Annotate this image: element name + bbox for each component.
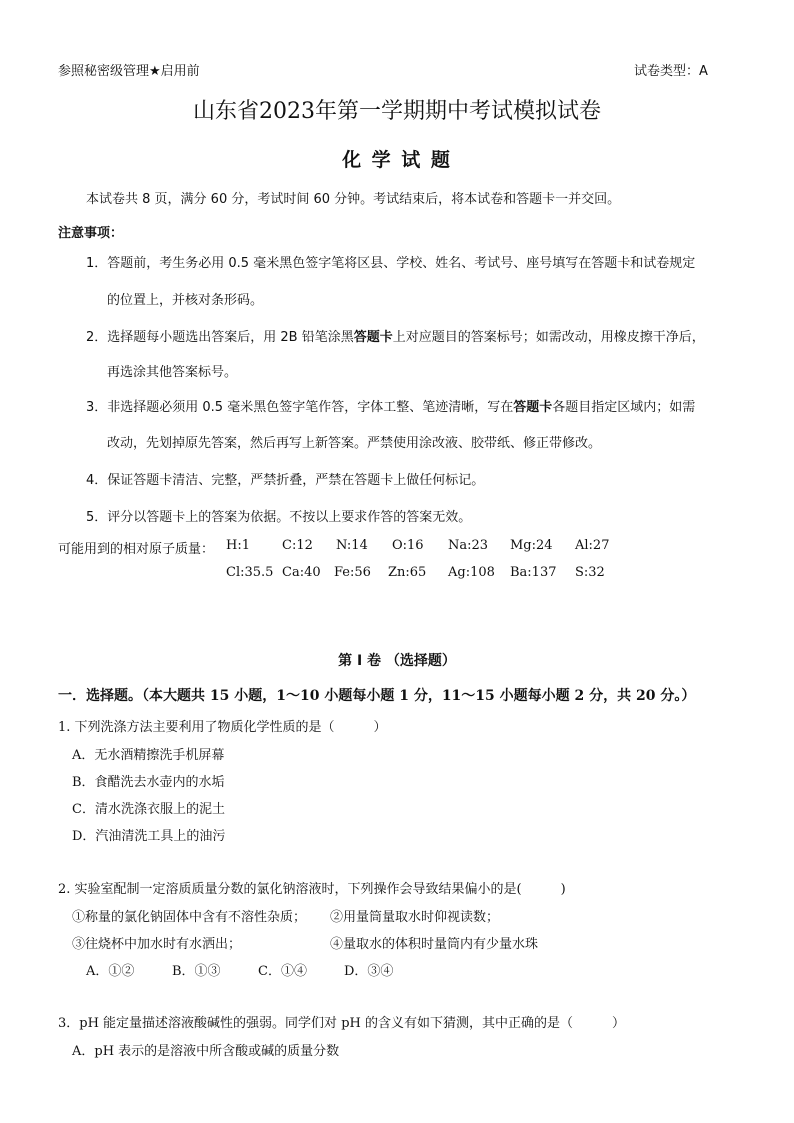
atomic-mass-value: Ag:108 [448,565,495,580]
atomic-mass-value: Zn:65 [388,565,427,580]
answer-option: D．③④ [344,964,394,979]
atomic-mass-value: S:32 [575,565,605,580]
atomic-mass-label: 可能用到的相对原子质量： [58,542,215,557]
exam-title: 山东省2023年第一学期期中考试模拟试卷 [193,99,601,124]
question-stem: 1. 下列洗涤方法主要利用了物质化学性质的是（ ） [58,720,387,735]
notice-item-2-line-1 [86,326,705,345]
question-stem: 2. 实验室配制一定溶质质量分数的氯化钠溶液时，下列操作会导致结果偏小的是( ) [58,882,566,897]
answer-option: B．食醋洗去水壶内的水垢 [72,775,225,790]
condition-item: ②用量筒量取水时仰视读数； [330,910,500,925]
paper-type-label: 试卷类型：A [634,64,708,79]
notice-item-5: 5．评分以答题卡上的答案为依据。不按以上要求作答的答案无效。 [86,510,472,525]
notice-item-1-line-2: 的位置上，并核对条形码。 [107,293,264,308]
condition-item: ③往烧杯中加水时有水洒出； [72,937,242,952]
atomic-mass-value: Cl:35.5 [226,565,274,580]
atomic-mass-value: N:14 [336,538,368,553]
notice-item-3-text-b: 各题目指定区域内；如需 [552,400,696,415]
atomic-mass-value: H:1 [226,538,250,553]
section-title: 第 I 卷 （选择题） [338,653,456,669]
atomic-mass-value: Fe:56 [334,565,371,580]
notice-item-3-line-1 [86,396,695,415]
notice-item-4: 4．保证答题卡清洁、完整，严禁折叠，严禁在答题卡上做任何标记。 [86,473,485,488]
answer-option: A．无水酒精擦洗手机屏幕 [72,748,225,763]
answer-option: D．汽油清洗工具上的油污 [72,829,226,844]
secrecy-label: 参照秘密级管理★启用前 [58,64,200,79]
answer-sheet-emphasis: 答题卡 [513,400,553,415]
answer-option: A．pH 表示的是溶液中所含酸或碱的质量分数 [72,1044,340,1059]
part-heading: 一．选择题。（本大题共 15 小题，1～10 小题每小题 1 分，11～15 小题每小题 2 分，共 20 分。） [58,688,696,704]
answer-option: C．①④ [258,964,307,979]
answer-option: A．①② [86,964,135,979]
atomic-mass-value: Ba:137 [510,565,557,580]
question-stem: 3．pH 能定量描述溶液酸碱性的强弱。同学们对 pH 的含义有如下猜测，其中正确的是（ ） [58,1016,625,1031]
atomic-mass-value: Na:23 [448,538,489,553]
atomic-mass-value: Mg:24 [510,538,553,553]
notice-item-2-line-2: 再选涂其他答案标号。 [107,365,238,380]
notice-item-1-line-1: 1．答题前，考生务必用 0.5 毫米黑色签字笔将区县、学校、姓名、考试号、座号填写在答题卡和试卷规定 [86,256,696,271]
condition-item: ①称量的氯化钠固体中含有不溶性杂质； [72,910,307,925]
exam-intro: 本试卷共 8 页，满分 60 分，考试时间 60 分钟。考试结束后，将本试卷和答题卡一并交回。 [86,192,621,207]
answer-option: C．清水洗涤衣服上的泥土 [72,802,225,817]
notice-heading: 注意事项： [58,226,124,241]
atomic-mass-value: Ca:40 [282,565,321,580]
atomic-mass-value: Al:27 [575,538,610,553]
notice-item-3-line-2: 改动，先划掉原先答案，然后再写上新答案。严禁使用涂改液、胶带纸、修正带修改。 [107,436,602,451]
atomic-mass-value: O:16 [392,538,424,553]
answer-sheet-emphasis: 答题卡 [353,330,393,345]
subject-title: 化 学 试 题 [342,149,452,171]
atomic-mass-value: C:12 [282,538,313,553]
notice-item-2-text-b: 上对应题目的答案标号；如需改动，用橡皮擦干净后， [392,330,705,345]
answer-option: B．①③ [172,964,221,979]
notice-item-2-text-a: 2．选择题每小题选出答案后，用 2B 铅笔涂黑 [86,330,354,345]
notice-item-3-text-a: 3．非选择题必须用 0.5 毫米黑色签字笔作答，字体工整、笔迹清晰，写在 [86,400,514,415]
condition-item: ④量取水的体积时量筒内有少量水珠 [330,937,539,952]
